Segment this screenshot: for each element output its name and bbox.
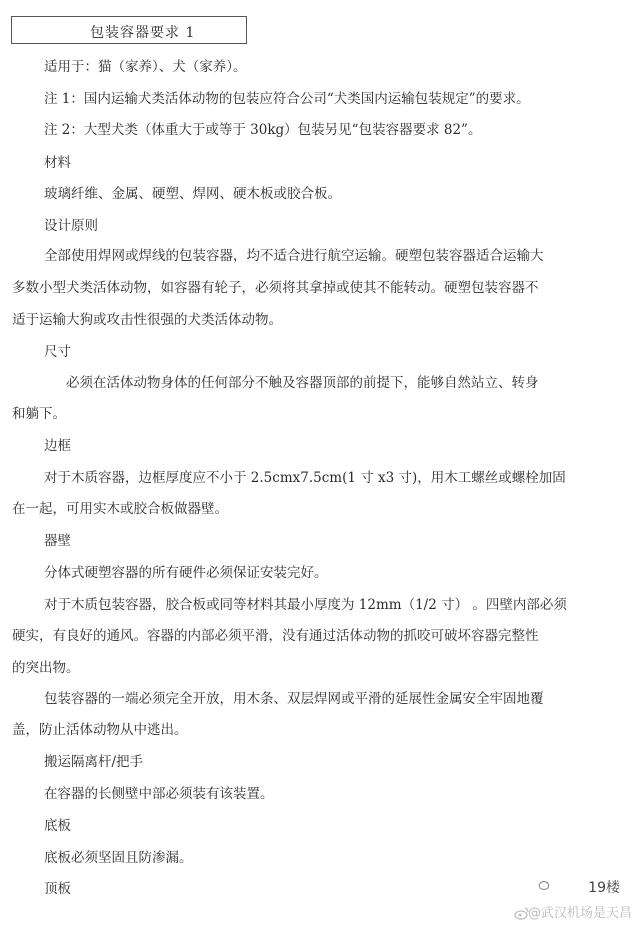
wall-text-4: 的突出物。 (12, 660, 80, 676)
material-text: 玻璃纤维、金属、硬塑、焊网、硬木板或胶合板。 (44, 186, 341, 202)
size-text-1: 必须在活体动物身体的任何部分不触及容器顶部的前提下，能够自然站立、转身 (66, 375, 539, 391)
floor-icon (538, 879, 552, 891)
design-text-2: 多数小型犬类活体动物，如容器有轮子，必须将其拿掉或使其不能转动。硬塑包装容器不 (12, 280, 539, 296)
size-text-2: 和躺下。 (12, 406, 66, 422)
wall-text-5: 包装容器的一端必须完全开放，用木条、双层焊网或平滑的延展性金属安全牢固地覆 (44, 691, 544, 707)
watermark-text: @武汉机场是天昌 (527, 906, 632, 921)
heading-handle: 搬运隔离杆/把手 (44, 754, 144, 770)
wall-text-1: 分体式硬塑容器的所有硬件必须保证安装完好。 (44, 565, 328, 581)
title-box (11, 16, 247, 44)
wall-text-6: 盖，防止活体动物从中逃出。 (12, 722, 188, 738)
heading-design: 设计原则 (44, 218, 98, 234)
applicable-line: 适用于：猫（家养）、犬（家养）。 (44, 59, 247, 75)
frame-text-1: 对于木质容器，边框厚度应不小于 2.5cmx7.5cm(1 寸 x3 寸)，用木工螺丝或螺栓加固 (44, 470, 566, 486)
design-text-3: 适于运输大狗或攻击性很强的犬类活体动物。 (12, 312, 282, 328)
note-2: 注 2：大型犬类（体重大于或等于 30kg）包装另见“包装容器要求 82”。 (44, 122, 482, 138)
note-1: 注 1：国内运输犬类活体动物的包装应符合公司“犬类国内运输包装规定”的要求。 (44, 91, 530, 107)
heading-material: 材料 (44, 155, 71, 171)
heading-roof: 顶板 (44, 881, 71, 897)
watermark (482, 877, 632, 921)
heading-floor: 底板 (44, 818, 71, 834)
floor-text: 底板必须坚固且防渗漏。 (44, 850, 193, 866)
heading-size: 尺寸 (44, 344, 71, 360)
wall-text-3: 硬实，有良好的通风。容器的内部必须平滑，没有通过活体动物的抓咬可破坏容器完整性 (12, 628, 539, 644)
heading-wall: 器壁 (44, 533, 71, 549)
design-text-1: 全部使用焊网或焊线的包装容器，均不适合进行航空运输。硬塑包装容器适合运输大 (44, 248, 544, 264)
handle-text: 在容器的长侧壁中部必须装有该装置。 (44, 786, 274, 802)
wall-text-2: 对于木质包装容器，胶合板或同等材料其最小厚度为 12mm（1/2 寸） 。四壁内部必须 (44, 597, 567, 613)
floor-number: 19楼 (588, 880, 620, 896)
heading-frame: 边框 (44, 438, 71, 454)
frame-text-2: 在一起，可用实木或胶合板做器壁。 (12, 501, 228, 517)
page-title: 包装容器要求 1 (90, 25, 196, 41)
